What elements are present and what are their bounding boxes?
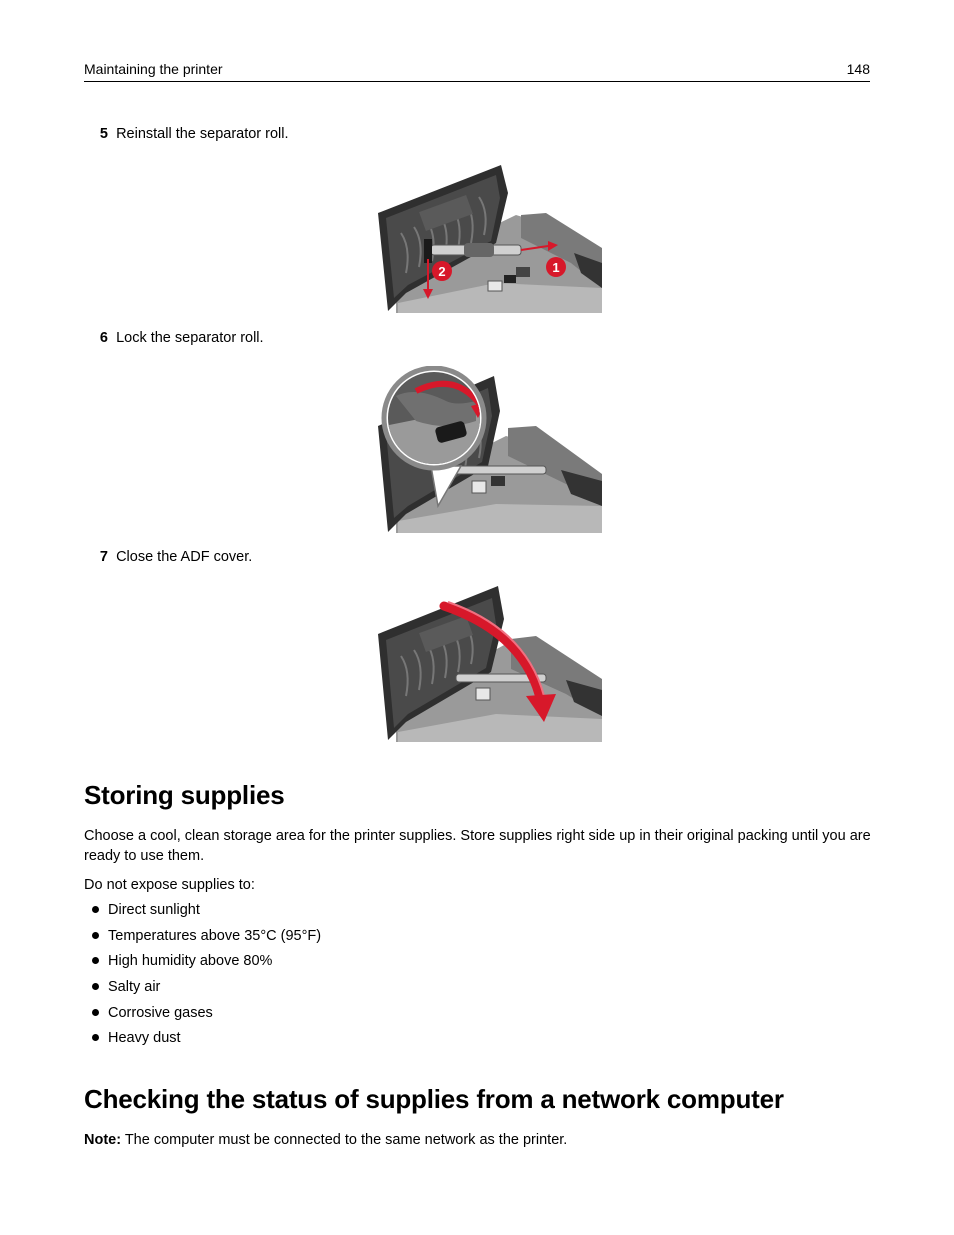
- close-adf-cover-illustration: [376, 584, 602, 742]
- list-item: High humidity above 80%: [84, 951, 321, 977]
- step-number: 7: [99, 549, 108, 565]
- note-paragraph: [84, 1130, 874, 1150]
- page-number: 148: [846, 61, 870, 77]
- step-number: 6: [99, 330, 108, 346]
- header-section-title: Maintaining the printer: [84, 61, 223, 77]
- storing-lead-paragraph: Do not expose supplies to:: [84, 877, 255, 893]
- step-text: Reinstall the separator roll.: [116, 126, 289, 142]
- callout-1: 1: [552, 260, 560, 275]
- list-item: Salty air: [84, 977, 321, 1003]
- list-item: Temperatures above 35°C (95°F): [84, 926, 321, 952]
- list-item: Direct sunlight: [84, 900, 321, 926]
- storing-intro-paragraph: Choose a cool, clean storage area for the printer supplies. Store supplies right side up in their original packing until you are ready to use them.: [84, 828, 871, 864]
- checking-status-heading: Checking the status of supplies from a network computer: [84, 1084, 784, 1114]
- exposure-list: [84, 900, 321, 1054]
- note-text: The computer must be connected to the same network as the printer.: [121, 1132, 568, 1148]
- reinstall-separator-roll-illustration: [376, 163, 602, 313]
- list-item: Corrosive gases: [84, 1003, 321, 1029]
- callout-2: 2: [438, 264, 446, 279]
- list-item: Heavy dust: [84, 1028, 321, 1054]
- storing-supplies-heading: Storing supplies: [84, 780, 285, 810]
- bullet-icon: [92, 906, 99, 913]
- bullet-icon: [92, 1034, 99, 1041]
- step-number: 5: [99, 126, 108, 142]
- bullet-icon: [92, 983, 99, 990]
- step-7: [84, 549, 252, 565]
- step-text: Close the ADF cover.: [116, 549, 253, 565]
- bullet-icon: [92, 957, 99, 964]
- bullet-icon: [92, 932, 99, 939]
- note-label: Note:: [84, 1132, 122, 1148]
- step-5: [84, 126, 289, 142]
- bullet-icon: [92, 1009, 99, 1016]
- step-6: [84, 330, 264, 346]
- lock-separator-roll-illustration: [376, 366, 602, 533]
- page-header: [84, 61, 870, 82]
- step-text: Lock the separator roll.: [116, 330, 264, 346]
